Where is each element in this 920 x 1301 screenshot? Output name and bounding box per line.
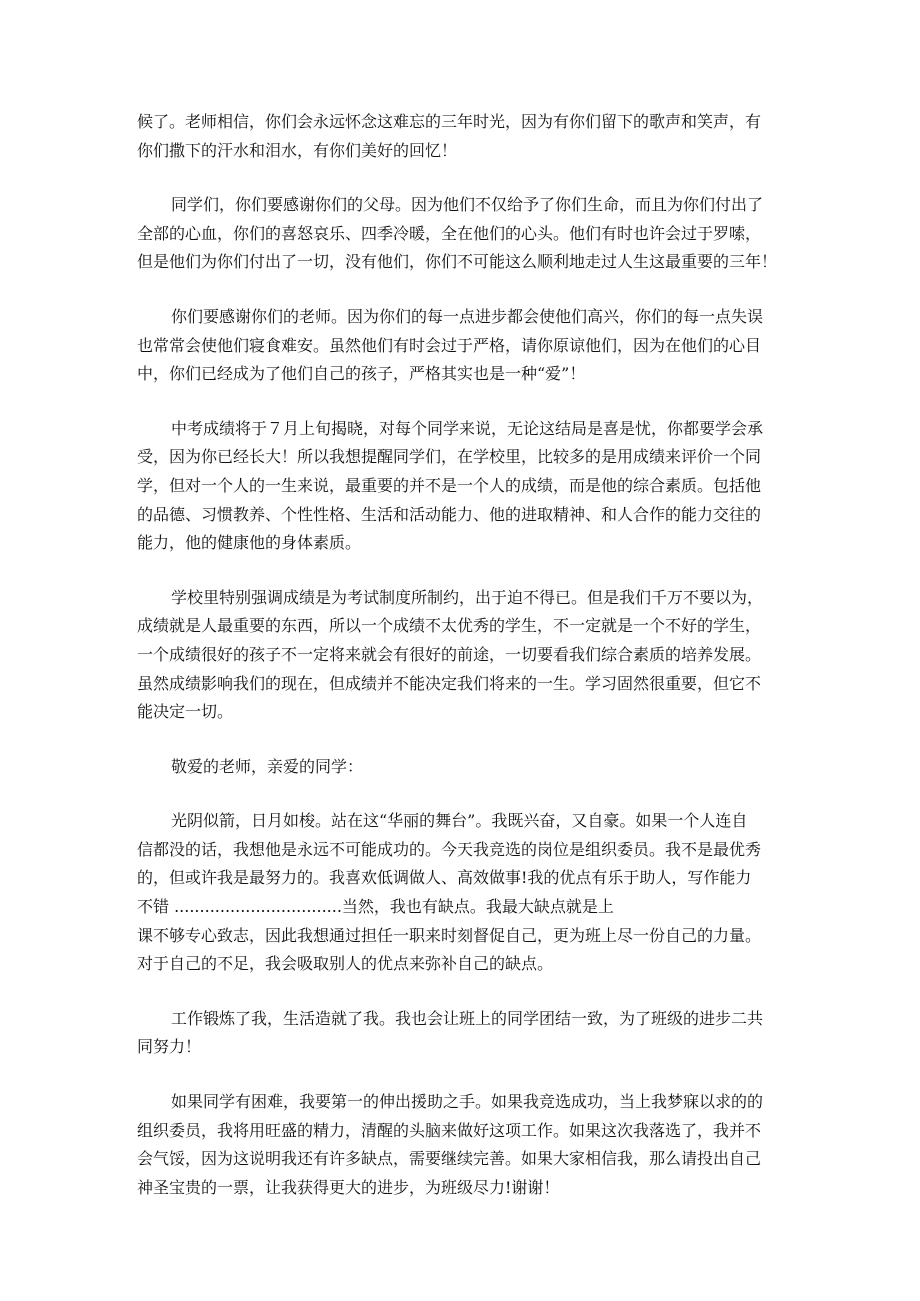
text-line: 候了。老师相信，你们会永远怀念这难忘的三年时光，因为有你们留下的歌声和笑声，有 [137, 112, 762, 131]
text-line: 你们要感谢你们的老师。因为你们的每一点进步都会使他们高兴，你们的每一点失误 [171, 306, 764, 326]
text-line: 会气馁，因为这说明我还有许多缺点，需要继续完善。如果大家相信我，那么请投出自己 [137, 1149, 762, 1169]
paragraph [137, 584, 807, 727]
document-body [137, 108, 807, 1228]
text-line: 工作锻炼了我，生活造就了我。我也会让班上的同学团结一致，为了班级的进步二共 [171, 1008, 764, 1028]
paragraph [137, 415, 807, 558]
text-line: 对于自己的不足，我会吸取别人的优点来弥补自己的缺点。 [137, 954, 554, 974]
text-line: 学，但对一个人的一生来说，最重要的并不是一个人的成绩，而是他的综合素质。包括他 [137, 475, 762, 495]
text-line: 但是他们为你们付出了一切，没有他们，你们不可能这么顺利地走过人生这最重要的三年！ [137, 252, 778, 272]
text-line: 中，你们已经成为了他们自己的孩子，严格其实也是一种“爱”！ [137, 364, 586, 384]
text-line: 中考成绩将于７月上旬揭晓，对每个同学来说，无论这结局是喜是忧，你都要学会承 [171, 418, 764, 438]
text-line: 学校里特别强调成绩是为考试制度所制约，出于迫不得已。但是我们千万不要以为， [171, 587, 764, 607]
text-line: 一个成绩很好的孩子不一定将来就会有很好的前途，一切要看我们综合素质的培养发展。 [137, 644, 762, 664]
paragraph [137, 807, 807, 979]
text-line: 同努力！ [137, 1037, 202, 1057]
text-line: 同学们，你们要感谢你们的父母。因为他们不仅给予了你们生命，而且为你们付出了 [171, 195, 764, 215]
text-line: 敬爱的老师，亲爱的同学： [171, 756, 364, 776]
paragraph [137, 191, 807, 277]
text-line: 光阴似箭，日月如梭。站在这“华丽的舞台”。我既兴奋，又自豪。如果一个人连自 [171, 811, 748, 831]
text-line: 如果同学有困难，我要第一的伸出援助之手。如果我竞选成功，当上我梦寐以求的的 [171, 1092, 764, 1112]
paragraph [137, 1088, 807, 1202]
text-line: 的品德、习惯教养、个性性格、生活和活动能力、他的进取精神、和人合作的能力交往的 [137, 504, 762, 524]
text-line: 能决定一切。 [137, 702, 234, 722]
text-line: 课不够专心致志，因此我想通过担任一职来时刻督促自己，更为班上尽一份自己的力量。 [137, 925, 762, 945]
text-line: 组织委员，我将用旺盛的精力，清醒的头脑来做好这项工作。如果这次我落选了，我并不 [137, 1120, 762, 1140]
text-line: 不错 .................................当然，我也有缺点。我最大缺点就是上 [137, 897, 614, 917]
paragraph [137, 753, 807, 782]
text-line: 全部的心血，你们的喜怒哀乐、四季冷暖，全在他们的心头。他们有时也许会过于罗嗦， [137, 223, 762, 243]
text-line: 神圣宝贵的一票，让我获得更大的进步，为班级尽力!谢谢！ [137, 1177, 560, 1197]
paragraph [137, 303, 807, 389]
text-line: 的，但或许我是最努力的。我喜欢低调做人、高效做事!我的优点有乐于助人，写作能力 [137, 868, 752, 888]
text-line: 能力，他的健康他的身体素质。 [137, 533, 362, 553]
text-line: 受，因为你已经长大！所以我想提醒同学们，在学校里，比较多的是用成绩来评价一个同 [137, 447, 762, 467]
text-line: 你们撒下的汗水和泪水，有你们美好的回忆！ [137, 140, 458, 160]
paragraph [137, 1005, 807, 1062]
text-line: 虽然成绩影响我们的现在，但成绩并不能决定我们将来的一生。学习固然很重要，但它不 [137, 673, 762, 693]
text-line: 信都没的话，我想他是永远不可能成功的。今天我竞选的岗位是组织委员。我不是最优秀 [137, 839, 762, 859]
paragraph [137, 108, 807, 165]
text-line: 也常常会使他们寝食难安。虽然他们有时会过于严格，请你原谅他们，因为在他们的心目 [137, 335, 762, 355]
text-line: 成绩就是人最重要的东西，所以一个成绩不太优秀的学生，不一定就是一个不好的学生， [137, 616, 762, 636]
